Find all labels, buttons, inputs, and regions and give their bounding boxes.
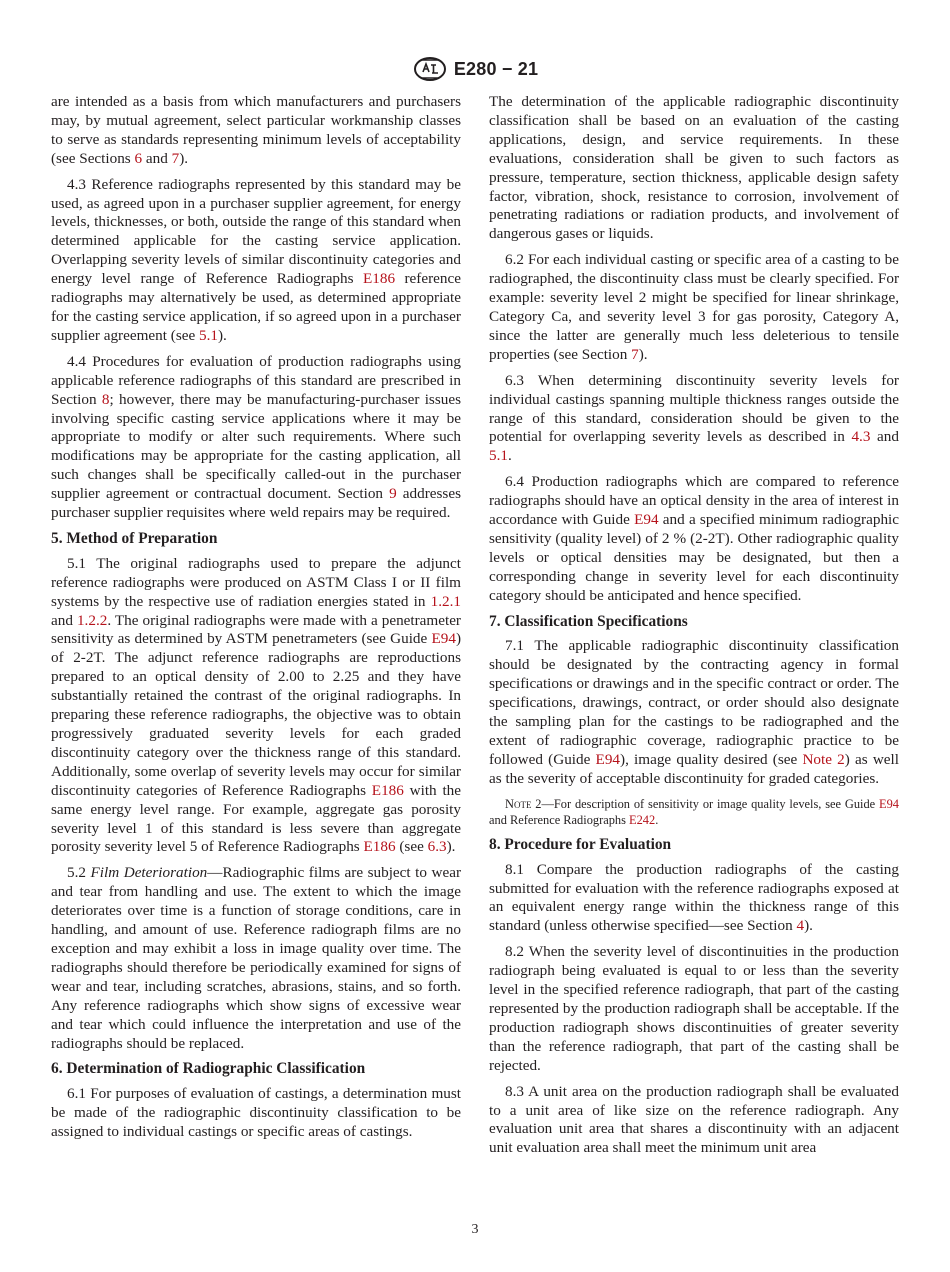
link-e94[interactable]: E94 (595, 750, 621, 768)
link-e186[interactable]: E186 (363, 838, 396, 856)
link-section-7[interactable]: 7 (171, 149, 180, 167)
heading-section-7: 7. Classification Specifications (489, 612, 688, 630)
astm-logo-icon (412, 56, 448, 82)
link-e94[interactable]: E94 (634, 511, 659, 529)
subsection-title: Film Deterioration (90, 864, 208, 882)
link-1-2-1[interactable]: 1.2.1 (430, 592, 461, 610)
link-section-9[interactable]: 9 (389, 485, 397, 503)
paragraph-7-1: 7.1 The applicable radiographic discontinuity classification should be designated by the contracting agency in formal specifications or drawings and in the specific contract or order. The specifications, drawings, contract, or order should also designate the sampling plan for the castings to be radiographed and the extent of radiographic coverage, radiographic practice to be followed (Guide E94), image quality desired (see Note 2) as well as the severity of acceptable discontinuity for graded categories. (489, 637, 899, 787)
link-e94[interactable]: E94 (879, 796, 899, 811)
paragraph-8-1: 8.1 Compare the production radiographs of the casting submitted for evaluation with the reference radiographs exposed at an equivalent energy range within the thickness range of this standard (unless otherwise specified—see Section 4). (489, 860, 899, 935)
page-header (0, 56, 950, 82)
link-e242[interactable]: E242 (629, 812, 656, 827)
paragraph-5-1: 5.1 The original radiographs used to prepare the adjunct reference radiographs were produced on ASTM Class I or II film systems by the respective use of radiation energies stated in 1.2.1 and 1.2.2. The original radiographs were made with a penetrameter sensitivity as determined by ASTM penetrameters (see Guide E94) of 2-2T. The adjunct reference radiographs are reproductions prepared to an optical density of 2.00 to 2.25 and they have substantially retained the contrast of the original radiographs. In preparing these reference radiographs, the objective was to obtain progressively graduated severity levels for each graded discontinuity category over the thickness range of this standard. Additionally, some overlap of severity levels may occur for similar discontinuity categories of Reference Radiographs E186 with the same energy level range. For example, aggregate gas porosity severity level 1 of this standard is less severe than aggregate porosity severity level 5 of Reference Radiographs E186 (see 6.3). (51, 554, 461, 856)
paragraph-6-1-continued: The determination of the applicable radiographic discontinuity classification shall be based on an evaluation of the casting applications, design, and service requirements. In these evaluations, consideration shall be given to such factors as pressure, temperature, section thickness, applicable design safety factor, vibration, shock, resistance to corrosion, involvement of penetrating radiations or radiation products, and involvement of dangerous gases or liquids. (489, 93, 899, 243)
document-id: E280 − 21 (453, 58, 539, 79)
paragraph-4-2-continued: are intended as a basis from which manufacturers and purchasers may, by mutual agreement, select particular workmanship classes to serve as standards representing minimum levels of acceptability (see Sections 6 and 7). (51, 93, 461, 167)
paragraph-6-2: 6.2 For each individual casting or specific area of a casting to be radiographed, the discontinuity class must be clearly specified. For example: severity level 2 might be specified for linear shrinkage, Category Ca, and severity level 3 for gas porosity, Category A, since the latter are generally much less deleterious to tensile properties (see Section 7). (489, 251, 899, 363)
paragraph-6-3: 6.3 When determining discontinuity severity levels for individual castings spanning multiple thickness ranges outside the range of this standard, consideration should be given to the potential for overlapping severity levels as described in 4.3 and 5.1. (489, 371, 899, 465)
left-column (51, 93, 461, 1149)
link-5-1[interactable]: 5.1 (489, 447, 508, 465)
link-section-6[interactable]: 6 (134, 149, 143, 167)
link-note-2[interactable]: Note 2 (802, 750, 845, 768)
paragraph-8-2: 8.2 When the severity level of discontinuities in the production radiograph being evaluated is equal to or less than the severity level in the specified reference radiograph, that part of the casting represented by the production radiograph shall be acceptable. If the production radiograph shows discontinuities of greater severity than the reference radiograph, that part of the casting shall be rejected. (489, 943, 899, 1074)
link-5-1[interactable]: 5.1 (199, 326, 218, 344)
paragraph-6-4: 6.4 Production radiographs which are compared to reference radiographs should have an optical density in the area of interest in accordance with Guide E94 and a specified minimum radiographic sensitivity (quality level) of 2 % (2-2T). Other radiographic quality levels or optical densities may be designated, but then a corresponding change in severity level for each discontinuity category should be anticipated and hence specified. (489, 473, 899, 604)
link-e186[interactable]: E186 (362, 270, 396, 288)
paragraph-4-4: 4.4 Procedures for evaluation of production radiographs using applicable reference radiographs of this standard are prescribed in Section 8; however, there may be manufacturing-purchaser issues involving specific casting service applications where it may be appropriate to modify or alter such requirements. Where such modifications may be appropriate for the casting application, all such changes shall be specifically called-out in the purchaser supplier agreement or contractual document. Section 9 addresses purchaser supplier requisites where weld repairs may be required. (51, 352, 461, 522)
link-section-7[interactable]: 7 (631, 345, 639, 363)
right-column (489, 93, 899, 1165)
link-section-8[interactable]: 8 (101, 390, 110, 408)
heading-section-8: 8. Procedure for Evaluation (489, 835, 672, 853)
paragraph-4-3: 4.3 Reference radiographs represented by this standard may be used, as agreed upon in a purchaser supplier agreement, for energy levels, thicknesses, or both, outside the range of this standard when determined applicable for the casting service application. Overlapping severity levels of similar discontinuity categories and energy level range of Reference Radiographs E186 reference radiographs may alternatively be used, as determined appropriate for the casting service application, if so agreed upon in a purchaser supplier agreement (see 5.1). (51, 175, 461, 344)
page-number: 3 (471, 1222, 479, 1237)
paragraph-8-3: 8.3 A unit area on the production radiograph shall be evaluated to a unit area of like size on the reference radiograph. Any evaluation unit area that shares a discontinuity with an adjacent unit evaluation area shall meet the minimum unit area (489, 1082, 899, 1157)
link-4-3[interactable]: 4.3 (851, 428, 871, 446)
note-2: Note 2—For description of sensitivity or image quality levels, see Guide E94 and Reference Radiographs E242. (489, 796, 899, 827)
link-1-2-2[interactable]: 1.2.2 (76, 611, 108, 629)
heading-section-6: 6. Determination of Radiographic Classification (51, 1060, 366, 1078)
link-e186[interactable]: E186 (371, 781, 404, 799)
paragraph-6-1: 6.1 For purposes of evaluation of castings, a determination must be made of the radiographic discontinuity classification to be assigned to individual castings or specific areas of castings. (51, 1085, 461, 1141)
link-section-4[interactable]: 4 (796, 917, 805, 935)
paragraph-5-2: 5.2 Film Deterioration—Radiographic films are subject to wear and tear from handling and use. The extent to which the image deteriorates over time is a function of storage conditions, care in handling, and amount of use. Reference radiograph films are no exception and may exhibit a loss in image quality over time. The radiographs should therefore be periodically examined for signs of wear and tear, including scratches, abrasions, stains, and so forth. Any reference radiographs which show signs of excessive wear and tear which could influence the interpretation and use of the radiographs should be replaced. (51, 864, 462, 1052)
heading-section-5: 5. Method of Preparation (51, 529, 218, 547)
link-e94[interactable]: E94 (431, 630, 456, 648)
link-6-3[interactable]: 6.3 (427, 838, 447, 856)
